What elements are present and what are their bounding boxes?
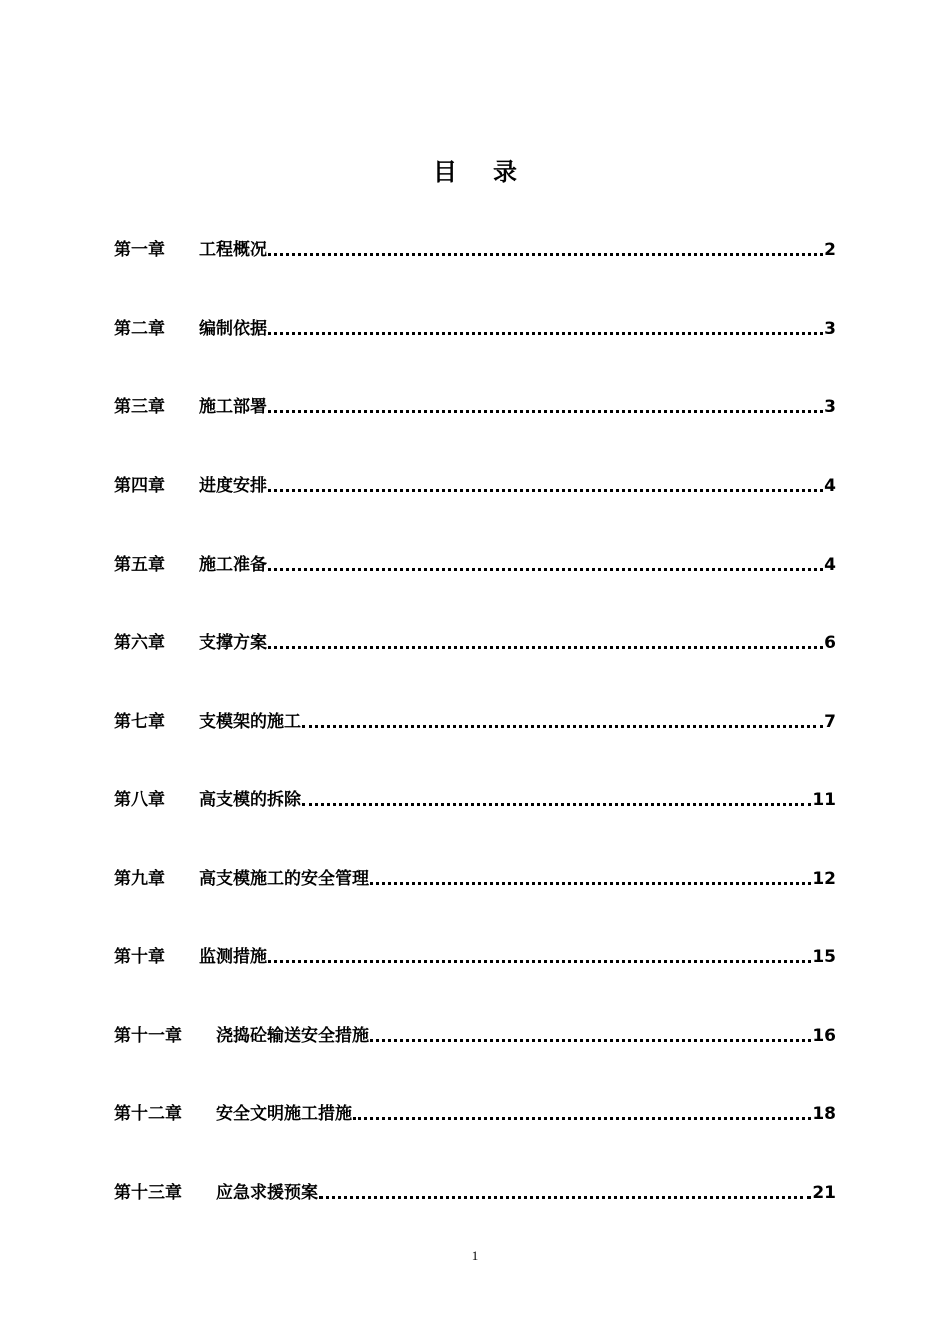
toc-page-number: 4 xyxy=(824,476,836,496)
toc-entry-title: 编制依据 xyxy=(199,319,267,339)
dot-leader xyxy=(370,1038,811,1042)
dot-leader xyxy=(268,567,823,571)
toc-page-number: 2 xyxy=(824,240,836,260)
toc-entry[interactable] xyxy=(114,1178,836,1208)
toc-chapter-label: 第五章 xyxy=(114,555,165,575)
toc-chapter-label: 第九章 xyxy=(114,869,165,889)
toc-entry[interactable] xyxy=(114,785,836,815)
toc-chapter-label: 第六章 xyxy=(114,633,165,653)
toc-page-number: 6 xyxy=(824,633,836,653)
toc-heading-char-2: 录 xyxy=(493,158,517,186)
toc-page-number: 7 xyxy=(824,712,836,732)
toc-page-number: 16 xyxy=(812,1026,836,1046)
dot-leader xyxy=(268,409,823,413)
toc-entry-title: 支模架的施工 xyxy=(199,712,301,732)
toc-page-number: 4 xyxy=(824,555,836,575)
toc-entry-title: 高支模施工的安全管理 xyxy=(199,869,369,889)
toc-entry-title: 安全文明施工措施 xyxy=(216,1104,352,1124)
toc-entry-title: 进度安排 xyxy=(199,476,267,496)
toc-entry[interactable] xyxy=(114,550,836,580)
toc-chapter-label: 第二章 xyxy=(114,319,165,339)
toc-page-number: 3 xyxy=(824,319,836,339)
toc-chapter-label: 第十三章 xyxy=(114,1183,182,1203)
toc-entry-title: 监测措施 xyxy=(199,947,267,967)
toc-entry-title: 浇捣砼输送安全措施 xyxy=(216,1026,369,1046)
toc-entry[interactable] xyxy=(114,864,836,894)
dot-leader xyxy=(268,252,823,256)
toc-chapter-label: 第十二章 xyxy=(114,1104,182,1124)
toc-chapter-label: 第十一章 xyxy=(114,1026,182,1046)
toc-heading xyxy=(0,152,950,187)
toc-entry[interactable] xyxy=(114,392,836,422)
dot-leader xyxy=(268,331,823,335)
toc-chapter-label: 第一章 xyxy=(114,240,165,260)
toc-entry-title: 支撑方案 xyxy=(199,633,267,653)
dot-leader xyxy=(268,645,823,649)
toc-page-number: 12 xyxy=(812,869,836,889)
toc-heading-char-1: 目 xyxy=(433,158,457,186)
toc-entry-title: 施工准备 xyxy=(199,555,267,575)
dot-leader xyxy=(353,1116,811,1120)
toc-chapter-label: 第四章 xyxy=(114,476,165,496)
dot-leader xyxy=(268,488,823,492)
toc-entry[interactable] xyxy=(114,471,836,501)
toc-page-number: 11 xyxy=(812,790,836,810)
toc-entry[interactable] xyxy=(114,942,836,972)
toc-entry-title: 高支模的拆除 xyxy=(199,790,301,810)
dot-leader xyxy=(370,881,811,885)
page-number: 1 xyxy=(471,1248,479,1263)
toc-entry-title: 工程概况 xyxy=(199,240,267,260)
toc-entry-title: 应急求援预案 xyxy=(216,1183,318,1203)
dot-leader xyxy=(319,1195,811,1199)
toc-chapter-label: 第七章 xyxy=(114,712,165,732)
toc-entry[interactable] xyxy=(114,314,836,344)
dot-leader xyxy=(268,959,811,963)
toc-page-number: 3 xyxy=(824,397,836,417)
toc-chapter-label: 第十章 xyxy=(114,947,165,967)
toc-page-number: 15 xyxy=(812,947,836,967)
toc-entry[interactable] xyxy=(114,235,836,265)
dot-leader xyxy=(302,724,823,728)
toc-entry[interactable] xyxy=(114,628,836,658)
toc-chapter-label: 第八章 xyxy=(114,790,165,810)
toc-entry[interactable] xyxy=(114,1099,836,1129)
toc-entry[interactable] xyxy=(114,1021,836,1051)
toc-entry-title: 施工部署 xyxy=(199,397,267,417)
toc-chapter-label: 第三章 xyxy=(114,397,165,417)
toc-page-number: 18 xyxy=(812,1104,836,1124)
dot-leader xyxy=(302,802,811,806)
toc-page-number: 21 xyxy=(812,1183,836,1203)
toc-entry[interactable] xyxy=(114,707,836,737)
